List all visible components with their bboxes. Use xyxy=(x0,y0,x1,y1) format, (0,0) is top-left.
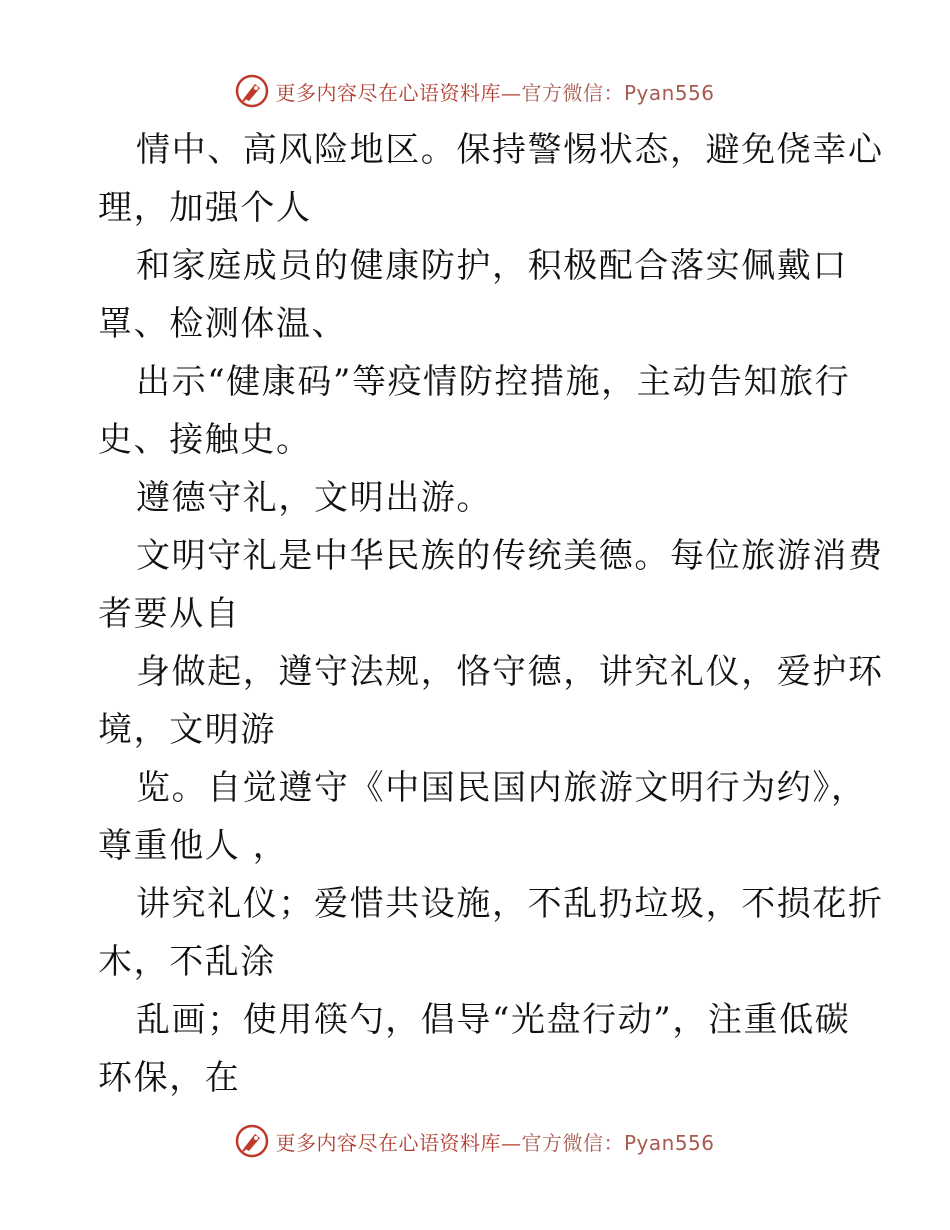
footer-watermark-text xyxy=(275,1127,714,1156)
paragraph-line: 史、接触史。 xyxy=(98,420,312,460)
watermark-contact-id: Pyan556 xyxy=(623,1130,715,1155)
footer-watermark xyxy=(0,1121,950,1161)
watermark-dash: — xyxy=(500,1130,522,1155)
pen-nib-circle-logo-icon xyxy=(235,74,269,108)
watermark-contact-id: Pyan556 xyxy=(623,80,715,105)
section-heading-line: 遵德守礼，文明出游。 xyxy=(136,478,492,518)
header-watermark-text xyxy=(275,77,714,106)
paragraph-line: 和家庭成员的健康防护，积极配合落实佩戴口 xyxy=(136,246,848,286)
watermark-contact-label: 官方微信： xyxy=(521,80,624,105)
watermark-contact-label: 官方微信： xyxy=(521,1130,624,1155)
document-body xyxy=(98,121,884,1107)
paragraph-line: 木，不乱涂 xyxy=(98,942,276,982)
paragraph-line: 罩、检测体温、 xyxy=(98,304,348,344)
paragraph-line: 理，加强个人 xyxy=(98,188,312,228)
paragraph-line: 环保，在 xyxy=(98,1058,241,1098)
paragraph-line: 讲究礼仪；爱惜共设施，不乱扔垃圾，不损花折 xyxy=(136,884,884,924)
paragraph-line: 尊重他人 ， xyxy=(98,826,289,866)
paragraph-line: 览。自觉遵守《中国民国内旅游文明行为约》， xyxy=(136,768,867,808)
watermark-site-text: 更多内容尽在心语资料库 xyxy=(275,1130,501,1155)
paragraph-line: 者要从自 xyxy=(98,594,241,634)
header-watermark xyxy=(0,71,950,111)
pen-nib-circle-logo-icon xyxy=(235,1124,269,1158)
paragraph-line: 身做起，遵守法规，恪守德，讲究礼仪，爱护环 xyxy=(136,652,884,692)
watermark-dash: — xyxy=(500,80,522,105)
watermark-site-text: 更多内容尽在心语资料库 xyxy=(275,80,501,105)
paragraph-line: 出示“健康码”等疫情防控措施，主动告知旅行 xyxy=(136,362,851,402)
paragraph-line: 情中、高风险地区。保持警惕状态，避免侥幸心 xyxy=(136,130,884,170)
paragraph-line: 文明守礼是中华民族的传统美德。每位旅游消费 xyxy=(136,536,884,576)
paragraph-line: 境，文明游 xyxy=(98,710,276,750)
paragraph-line: 乱画；使用筷勺，倡导“光盘行动”，注重低碳 xyxy=(136,1000,851,1040)
